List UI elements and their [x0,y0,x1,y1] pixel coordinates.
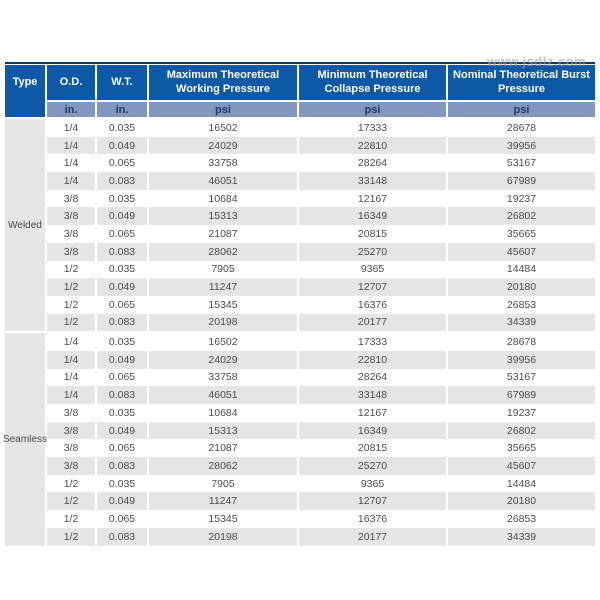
table-cell: 7905 [149,475,297,493]
table-cell: 0.083 [97,457,147,475]
table-cell: 0.049 [97,278,147,296]
table-cell: 1/2 [47,261,95,279]
table-cell: 9365 [299,475,446,493]
table-cell: 1/2 [47,510,95,528]
table-cell: 22810 [299,137,446,155]
table-cell: 0.083 [97,243,147,261]
table-cell: 20815 [299,225,446,243]
table-cell: 17333 [299,333,446,351]
table-cell: 12167 [299,190,446,208]
table-cell: 16349 [299,207,446,225]
table-cell: 14484 [448,261,595,279]
table-cell: 1/2 [47,475,95,493]
table-cell: 26802 [448,422,595,440]
table-cell: 1/4 [47,119,95,137]
table-cell: 26802 [448,207,595,225]
table-cell: 39956 [448,351,595,369]
unit-wt: in. [97,102,147,117]
table-cell: 1/4 [47,386,95,404]
table-cell: 17333 [299,119,446,137]
table-cell: 3/8 [47,207,95,225]
table-cell: 3/8 [47,225,95,243]
table-cell: 39956 [448,137,595,155]
table-cell: 0.083 [97,386,147,404]
table-cell: 0.035 [97,261,147,279]
table-cell: 16376 [299,510,446,528]
type-label-seamless: Seamless [5,333,45,545]
table-cell: 20198 [149,314,297,332]
table-cell: 21087 [149,225,297,243]
table-cell: 67989 [448,172,595,190]
table-cell: 0.035 [97,475,147,493]
table-cell: 0.035 [97,119,147,137]
table-cell: 12167 [299,404,446,422]
table-cell: 33758 [149,154,297,172]
table-cell: 3/8 [47,422,95,440]
table-cell: 7905 [149,261,297,279]
column-header-min-collapse-pressure: Minimum Theoretical Collapse Pressure [299,65,446,100]
table-cell: 46051 [149,172,297,190]
table-cell: 35665 [448,439,595,457]
table-cell: 16502 [149,119,297,137]
table-cell: 1/4 [47,137,95,155]
table-cell: 0.065 [97,510,147,528]
table-cell: 26853 [448,510,595,528]
table-cell: 0.065 [97,369,147,387]
table-cell: 0.065 [97,154,147,172]
table-section-seamless [5,333,595,545]
table-cell: 25270 [299,457,446,475]
table-cell: 33758 [149,369,297,387]
table-cell: 34339 [448,314,595,332]
table-cell: 15313 [149,207,297,225]
table-cell: 3/8 [47,439,95,457]
table-cell: 3/8 [47,457,95,475]
table-cell: 67989 [448,386,595,404]
table-cell: 14484 [448,475,595,493]
site-watermark: www.jsdlz.com [487,54,587,69]
table-cell: 0.065 [97,439,147,457]
table-cell: 16349 [299,422,446,440]
table-cell: 3/8 [47,190,95,208]
table-cell: 0.035 [97,404,147,422]
table-cell: 0.065 [97,225,147,243]
table-cell: 16376 [299,296,446,314]
table-cell: 3/8 [47,243,95,261]
table-cell: 26853 [448,296,595,314]
table-cell: 0.083 [97,528,147,546]
table-cell: 12707 [299,492,446,510]
column-header-od: O.D. [47,65,95,100]
table-cell: 46051 [149,386,297,404]
table-cell: 15345 [149,296,297,314]
table-header [5,65,595,117]
table-cell: 22810 [299,351,446,369]
table-cell: 0.049 [97,137,147,155]
table-cell: 25270 [299,243,446,261]
table-cell: 20180 [448,278,595,296]
table-cell: 1/4 [47,172,95,190]
table-cell: 28062 [149,457,297,475]
table-cell: 33148 [299,172,446,190]
table-cell: 24029 [149,351,297,369]
unit-nominal-burst-pressure: psi [448,102,595,117]
unit-max-working-pressure: psi [149,102,297,117]
table-cell: 20815 [299,439,446,457]
table-cell: 24029 [149,137,297,155]
table-cell: 19237 [448,404,595,422]
table-cell: 45607 [448,243,595,261]
column-header-type: Type [5,65,45,117]
table-cell: 1/2 [47,296,95,314]
table-cell: 1/4 [47,351,95,369]
column-header-max-working-pressure: Maximum Theoretical Working Pressure [149,65,297,100]
column-header-nominal-burst-pressure: Nominal Theoretical Burst Pressure [448,65,595,100]
table-cell: 16502 [149,333,297,351]
table-cell: 53167 [448,369,595,387]
pressure-ratings-table [5,62,595,546]
type-label-welded: Welded [5,119,45,331]
table-cell: 1/2 [47,492,95,510]
unit-od: in. [47,102,95,117]
table-cell: 1/2 [47,528,95,546]
table-cell: 1/4 [47,154,95,172]
table-cell: 28678 [448,333,595,351]
table-cell: 11247 [149,278,297,296]
table-cell: 28062 [149,243,297,261]
table-cell: 53167 [448,154,595,172]
table-cell: 10684 [149,190,297,208]
unit-min-collapse-pressure: psi [299,102,446,117]
table-cell: 1/2 [47,314,95,332]
table-cell: 10684 [149,404,297,422]
table-cell: 45607 [448,457,595,475]
table-cell: 0.035 [97,333,147,351]
table-cell: 0.083 [97,314,147,332]
table-cell: 20177 [299,314,446,332]
table-cell: 12707 [299,278,446,296]
table-section-welded [5,119,595,331]
table-cell: 11247 [149,492,297,510]
table-cell: 19237 [448,190,595,208]
table-cell: 28678 [448,119,595,137]
table-cell: 0.049 [97,351,147,369]
table-cell: 0.065 [97,296,147,314]
table-cell: 1/4 [47,369,95,387]
table-cell: 20198 [149,528,297,546]
table-cell: 15313 [149,422,297,440]
table-cell: 34339 [448,528,595,546]
table-cell: 3/8 [47,404,95,422]
table-cell: 1/2 [47,278,95,296]
table-cell: 0.035 [97,190,147,208]
table-cell: 15345 [149,510,297,528]
table-body [5,119,595,546]
table-cell: 33148 [299,386,446,404]
table-cell: 21087 [149,439,297,457]
table-cell: 0.049 [97,492,147,510]
table-cell: 20177 [299,528,446,546]
table-cell: 0.049 [97,422,147,440]
table-cell: 28264 [299,154,446,172]
column-header-wt: W.T. [97,65,147,100]
table-cell: 28264 [299,369,446,387]
table-cell: 0.049 [97,207,147,225]
table-cell: 0.083 [97,172,147,190]
table-cell: 9365 [299,261,446,279]
table-cell: 1/4 [47,333,95,351]
table-cell: 20180 [448,492,595,510]
table-cell: 35665 [448,225,595,243]
